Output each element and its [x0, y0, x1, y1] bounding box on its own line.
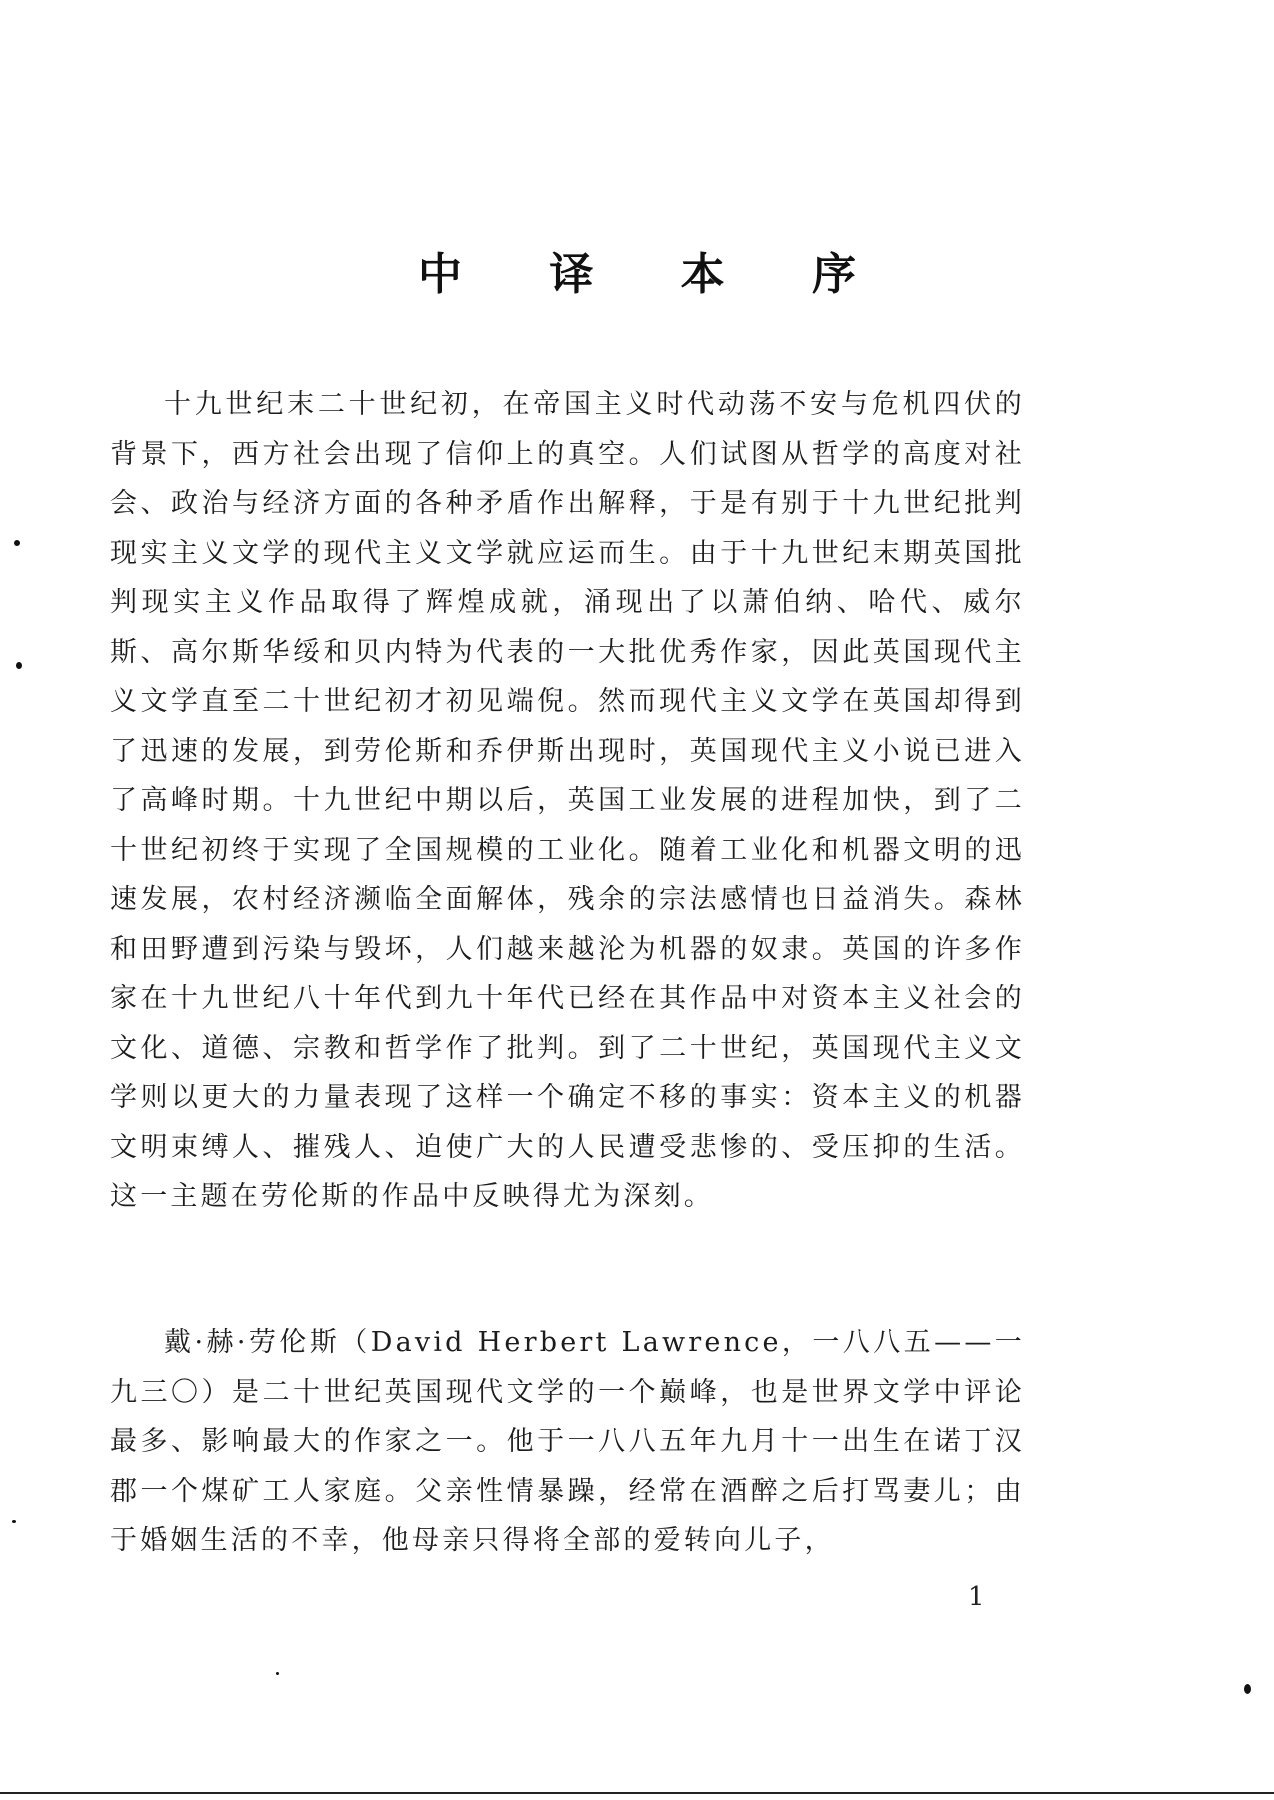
- paragraph-1-text: 十九世纪末二十世纪初，在帝国主义时代动荡不安与危机四伏的背景下，西方社会出现了信仰上的真空。人们试图从哲学的高度对社会、政治与经济方面的各种矛盾作出解释，于是有别于十九世纪批判现实主义文学的现代主义文学就应运而生。由于十九世纪末期英国批判现实主义作品取得了辉煌成就，涌现出了以萧伯纳、哈代、威尔斯、高尔斯华绥和贝内特为代表的一大批优秀作家，因此英国现代主义文学直至二十世纪初才初见端倪。然而现代主义文学在英国却得到了迅速的发展，到劳伦斯和乔伊斯出现时，英国现代主义小说已进入了高峰时期。十九世纪中期以后，英国工业发展的进程加快，到了二十世纪初终于实现了全国规模的工业化。随着工业化和机器文明的迅速发展，农村经济濒临全面解体，残余的宗法感情也日益消失。森林和田野遭到污染与毁坏，人们越来越沦为机器的奴隶。英国的许多作家在十九世纪八十年代到九十年代已经在其作品中对资本主义社会的文化、道德、宗教和哲学作了批判。到了二十世纪，英国现代主义文学则以更大的力量表现了这样一个确定不移的事实：资本主义的机器文明束缚人、摧残人、迫使广大的人民遭受悲惨的、受压抑的生活。这一主题在劳伦斯的作品中反映得尤为深刻。: [110, 389, 1025, 1212]
- scan-speck: [14, 540, 20, 546]
- scan-speck: [12, 1520, 16, 1523]
- paragraph-2-text: 戴·赫·劳伦斯（David Herbert Lawrence，一八八五——一九三〇）是二十世纪英国现代文学的一个巅峰，也是世界文学中评论最多、影响最大的作家之一。他于一八八五年九月十一出生在诺丁汉郡一个煤矿工人家庭。父亲性情暴躁，经常在酒醉之后打骂妻儿；由于婚姻生活的不幸，他母亲只得将全部的爱转向儿子，: [110, 1327, 1025, 1556]
- scan-speck: [16, 662, 22, 669]
- chapter-title: 中 译 本 序: [418, 249, 892, 300]
- scan-speck: [1244, 1684, 1251, 1694]
- paragraph-1: [110, 380, 1025, 1222]
- bottom-rule: [0, 1792, 1274, 1794]
- paragraph-2: [110, 1318, 1025, 1566]
- page-number: 1: [968, 1582, 985, 1612]
- scan-speck: [276, 1672, 279, 1675]
